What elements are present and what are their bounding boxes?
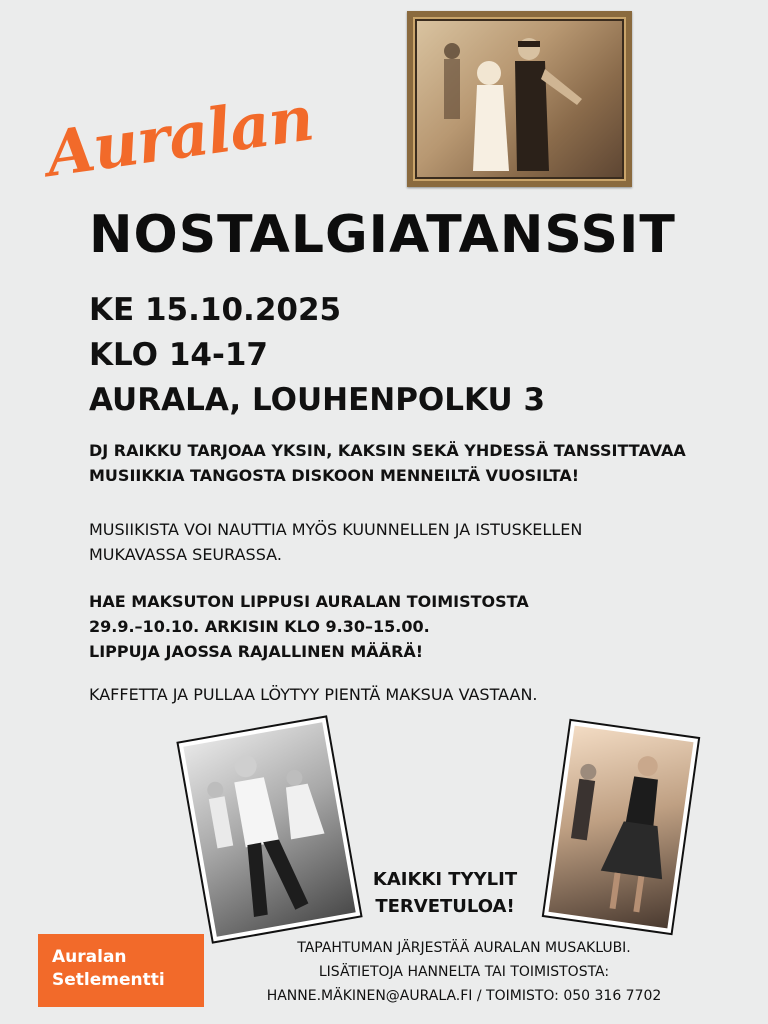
footer-contact: HANNE.MÄKINEN@AURALA.FI / TOIMISTO: 050 316 7702	[266, 988, 662, 1004]
dance-photo-left	[176, 715, 362, 943]
dancing-man-image	[183, 722, 355, 937]
description-dj: DJ RAIKKU TARJOAA YKSIN, KAKSIN SEKÄ YHDESSÄ TANSSITTAVAA MUSIIKKIA TANGOSTA DISKOON MENNEILTÄ VUOSILTA!	[89, 441, 686, 485]
description-listening: MUSIIKISTA VOI NAUTTIA MYÖS KUUNNELLEN JA ISTUSKELLEN MUKAVASSA SEURASSA.	[89, 520, 583, 564]
vintage-dance-photo	[407, 11, 632, 187]
auralan-setlementti-logo	[38, 934, 204, 1007]
dance-photo-right	[542, 719, 701, 935]
dancing-woman-image	[549, 726, 694, 929]
main-title: NOSTALGIATANSSIT	[89, 205, 676, 265]
all-styles-welcome	[355, 866, 535, 920]
ticket-info-line-2: 29.9.–10.10. ARKISIN KLO 9.30–15.00.	[89, 617, 430, 636]
tagline-line-2: TERVETULOA!	[375, 896, 515, 917]
logo-line-1: Auralan	[52, 947, 127, 967]
script-title: Auralan	[41, 81, 318, 191]
vintage-photo-image	[417, 21, 622, 177]
dancer-illustration-left	[183, 722, 355, 937]
organizer-contact-info	[236, 936, 692, 1008]
dancing-couple-illustration	[417, 21, 622, 177]
event-time: KLO 14-17	[89, 337, 268, 373]
coffee-info: KAFFETTA JA PULLAA LÖYTYY PIENTÄ MAKSUA VASTAAN.	[89, 685, 538, 704]
tagline-line-1: KAIKKI TYYLIT	[372, 869, 518, 890]
dancer-illustration-right	[549, 726, 694, 929]
event-location: AURALA, LOUHENPOLKU 3	[89, 382, 546, 418]
ticket-info-line-1: HAE MAKSUTON LIPPUSI AURALAN TOIMISTOSTA	[89, 592, 529, 611]
event-date: KE 15.10.2025	[89, 292, 342, 328]
footer-line-1: TAPAHTUMAN JÄRJESTÄÄ AURALAN MUSAKLUBI.	[297, 940, 631, 956]
logo-line-2: Setlementti	[52, 970, 165, 990]
ticket-info-line-3: LIPPUJA JAOSSA RAJALLINEN MÄÄRÄ!	[89, 642, 424, 661]
footer-line-2: LISÄTIETOJA HANNELTA TAI TOIMISTOSTA:	[318, 964, 610, 980]
ticket-info	[89, 589, 729, 664]
